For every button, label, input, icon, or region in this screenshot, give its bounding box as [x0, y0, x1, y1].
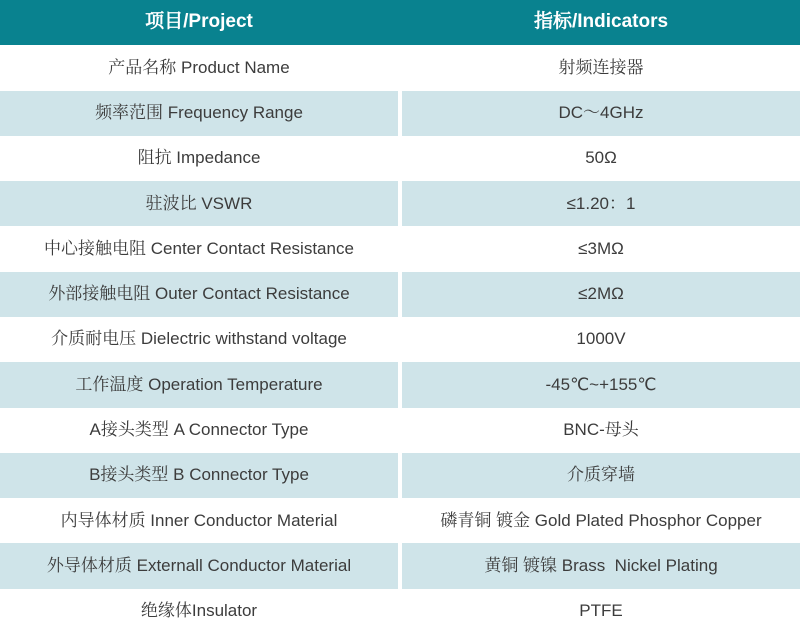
- table-row: [0, 226, 800, 271]
- table-row: [0, 45, 800, 90]
- table-row: [0, 408, 800, 453]
- project-cell: 产品名称 Product Name: [0, 45, 402, 90]
- project-cell: 绝缘体Insulator: [0, 589, 402, 634]
- project-cell: 外导体材质 Externall Conductor Material: [0, 543, 402, 588]
- indicator-cell: -45℃~+155℃: [545, 374, 657, 394]
- project-cell: 驻波比 VSWR: [0, 181, 402, 226]
- indicator-cell: DC～4GHz: [558, 103, 644, 122]
- indicator-cell: 介质穿墙: [567, 465, 635, 485]
- project-cell: B接头类型 B Connector Type: [0, 453, 402, 498]
- table-row: [0, 543, 800, 588]
- indicator-cell: BNC-母头: [563, 419, 639, 439]
- table-row: [0, 91, 800, 136]
- project-cell: A接头类型 A Connector Type: [0, 408, 402, 453]
- table-row: [0, 272, 800, 317]
- project-cell: 频率范围 Frequency Range: [0, 91, 402, 136]
- project-cell: 内导体材质 Inner Conductor Material: [0, 498, 402, 543]
- table-row: [0, 589, 800, 634]
- indicator-cell: 1000V: [576, 329, 626, 349]
- table-header-row: [0, 0, 800, 45]
- indicator-cell: ≤2MΩ: [578, 284, 624, 304]
- table-row: [0, 181, 800, 226]
- project-cell: 中心接触电阻 Center Contact Resistance: [0, 226, 402, 271]
- project-cell: 工作温度 Operation Temperature: [0, 362, 402, 407]
- indicator-cell: 磷青铜 镀金 Gold Plated Phosphor Copper: [440, 510, 762, 530]
- table-row: [0, 362, 800, 407]
- indicator-cell: 射频连接器: [558, 57, 644, 77]
- indicator-cell: PTFE: [579, 601, 623, 621]
- table-row: [0, 498, 800, 543]
- indicator-cell: 50Ω: [585, 148, 617, 168]
- header-cell-indicators: 指标/Indicators: [533, 11, 669, 33]
- project-cell: 介质耐电压 Dielectric withstand voltage: [0, 317, 402, 362]
- header-cell-project: 项目/Project: [145, 11, 253, 33]
- table-row: [0, 453, 800, 498]
- table-row: [0, 136, 800, 181]
- project-cell: 阻抗 Impedance: [0, 136, 402, 181]
- indicator-cell: 黄铜 镀镍 Brass Nickel Plating: [484, 555, 718, 575]
- table-row: [0, 317, 800, 362]
- indicator-cell: ≤1.20：1: [566, 193, 636, 213]
- indicator-cell: ≤3MΩ: [578, 238, 624, 258]
- project-cell: 外部接触电阻 Outer Contact Resistance: [0, 272, 402, 317]
